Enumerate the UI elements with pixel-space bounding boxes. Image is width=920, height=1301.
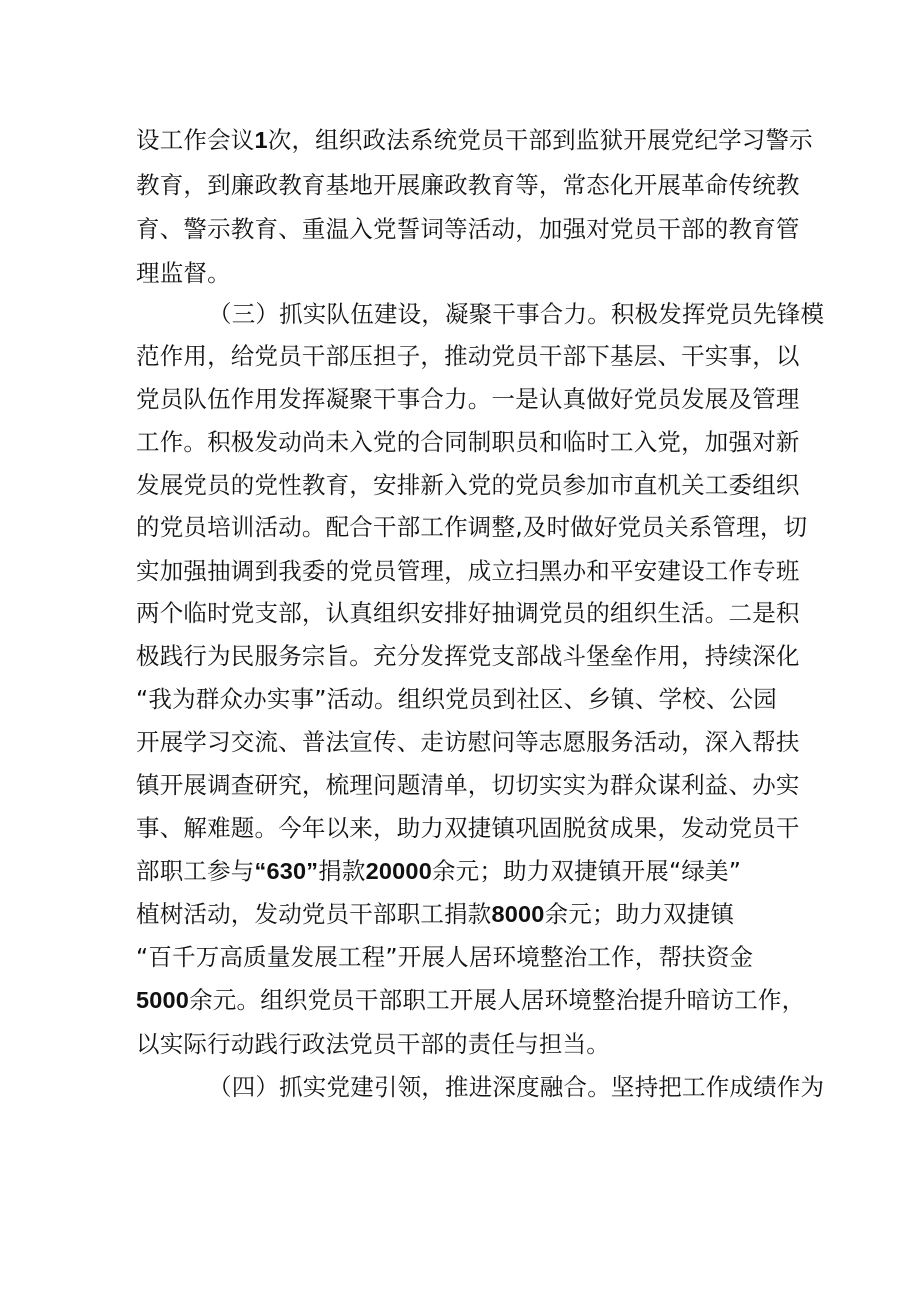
text-line: 实加强抽调到我委的党员管理，成立扫黑办和平安建设工作专班 xyxy=(136,557,800,585)
text-line: “我为群众办实事”活动。组织党员到社区、乡镇、学校、公园 xyxy=(136,685,777,713)
text-line: 范作用，给党员干部压担子，推动党员干部下基层、干实事，以 xyxy=(136,342,800,370)
text-line: 教育，到廉政教育基地开展廉政教育等，常态化开展革命传统教 xyxy=(136,171,800,199)
text-line: 党员队伍作用发挥凝聚干事合力。一是认真做好党员发展及管理 xyxy=(136,385,800,413)
text-line: 事、解难题。今年以来，助力双捷镇巩固脱贫成果，发动党员干 xyxy=(136,814,800,842)
text-line: 部职工参与“630”捐款20000余元；助力双捷镇开展“绿美” xyxy=(136,857,742,885)
text-line: 以实际行动践行政法党员干部的责任与担当。 xyxy=(136,1030,610,1058)
text-line: 两个临时党支部，认真组织安排好抽调党员的组织生活。二是积 xyxy=(136,599,800,627)
text-line: 开展学习交流、普法宣传、走访慰问等志愿服务活动，深入帮扶 xyxy=(136,728,800,756)
text-line: 工作。积极发动尚未入党的合同制职员和临时工入党，加强对新 xyxy=(136,428,800,456)
text-line: 育、警示教育、重温入党誓词等活动，加强对党员干部的教育管 xyxy=(136,215,800,243)
text-line: 的党员培训活动。配合干部工作调整,及时做好党员关系管理，切 xyxy=(136,513,808,541)
text-line: 镇开展调查研究，梳理问题清单，切切实实为群众谋利益、办实 xyxy=(136,771,800,799)
text-line: 极践行为民服务宗旨。充分发挥党支部战斗堡垒作用，持续深化 xyxy=(136,642,800,670)
text-line: 设工作会议1次，组织政法系统党员干部到监狱开展党纪学习警示 xyxy=(136,126,813,154)
text-line: 发展党员的党性教育，安排新入党的党员参加市直机关工委组织 xyxy=(136,471,800,499)
text-line: 理监督。 xyxy=(136,259,231,287)
text-line: 5000余元。组织党员干部职工开展人居环境整治提升暗访工作， xyxy=(136,986,806,1014)
text-line: “百千万高质量发展工程”开展人居环境整治工作，帮扶资金 xyxy=(136,943,754,971)
section-heading-line: （四）抓实党建引领，推进深度融合。坚持把工作成绩作为 xyxy=(208,1073,825,1101)
text-line: 植树活动，发动党员干部职工捐款8000余元；助力双捷镇 xyxy=(136,900,735,928)
section-heading-line: （三）抓实队伍建设，凝聚干事合力。积极发挥党员先锋模 xyxy=(208,300,825,328)
